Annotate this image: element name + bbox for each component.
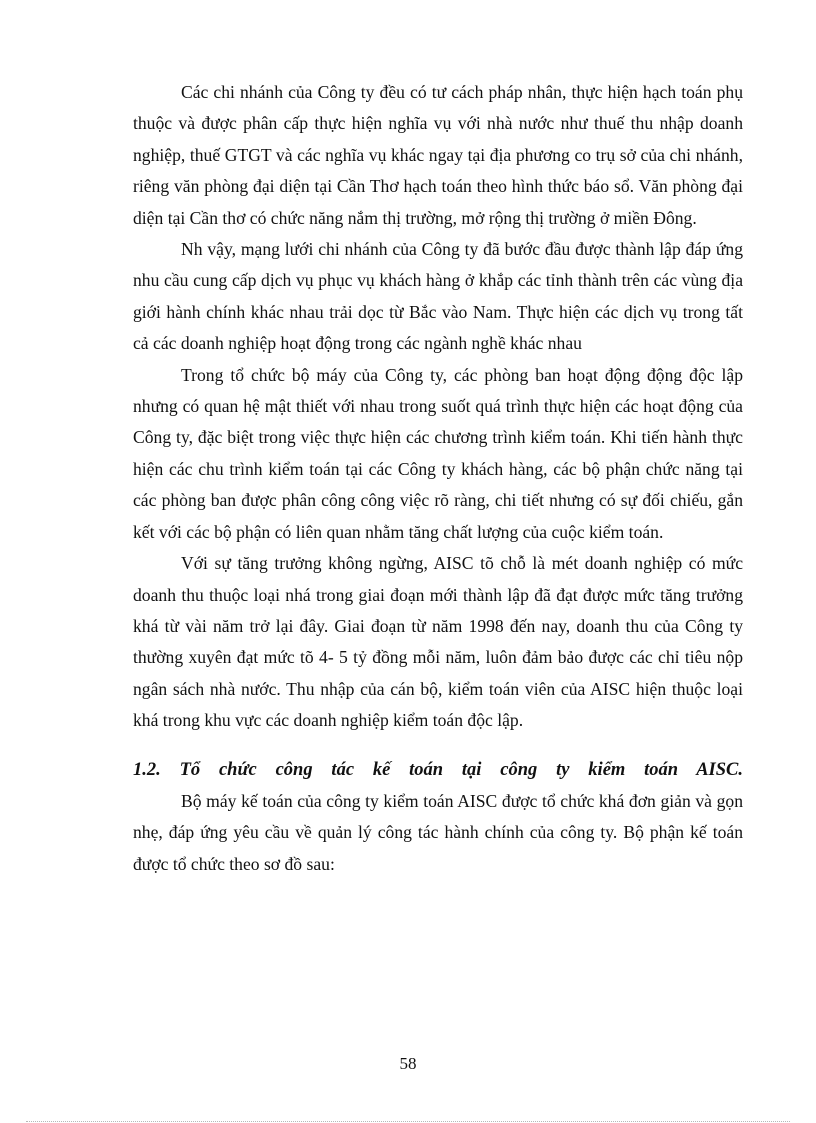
document-body xyxy=(133,77,743,880)
footer-divider xyxy=(26,1121,790,1122)
paragraph-organization: Trong tổ chức bộ máy của Công ty, các phòng ban hoạt động động độc lập nhưng có quan hệ mật thiết với nhau trong suốt quá trình thực hiện các hoạt động của Công ty, đặc biệt trong việc thực hiện các chương trình kiểm toán. Khi tiến hành thực hiện các chu trình kiểm toán tại các Công ty khách hàng, các bộ phận chức năng tại các phòng ban được phân công công việc rõ ràng, chi tiết nhưng có sự đối chiếu, gắn kết với các bộ phận có liên quan nhằm tăng chất lượng của cuộc kiểm toán. xyxy=(133,364,743,542)
paragraph-accounting: Bộ máy kế toán của công ty kiểm toán AISC được tổ chức khá đơn giản và gọn nhẹ, đáp ứng yêu cầu về quản lý công tác hành chính của công ty. Bộ phận kế toán được tổ chức theo sơ đồ sau: xyxy=(133,790,743,874)
page-number: 58 xyxy=(399,1054,417,1073)
paragraph-growth: Với sự tăng trưởng không ngừng, AISC tõ chỗ là mét doanh nghiệp có mức doanh thu thuộc loại nhá trong giai đoạn mới thành lập đã đạt được mức tăng trưởng khá từ vài năm trở lại đây. Giai đoạn từ năm 1998 đến nay, doanh thu của Công ty thường xuyên đạt mức tõ 4- 5 tỷ đồng mỗi năm, luôn đảm bảo được các chỉ tiêu nộp ngân sách nhà nước. Thu nhập của cán bộ, kiểm toán viên của AISC hiện thuộc loại khá trong khu vực các doanh nghiệp kiểm toán độc lập. xyxy=(133,553,743,731)
section-heading: 1.2. Tổ chức công tác kế toán tại công ty kiểm toán AISC. xyxy=(133,759,743,780)
paragraph-network: Nh vậy, mạng lưới chi nhánh của Công ty đã bước đầu được thành lập đáp ứng nhu cầu cung cấp dịch vụ phục vụ khách hàng ở khắp các tỉnh thành trên các vùng địa giới hành chính khác nhau trải dọc từ Bắc vào Nam. Thực hiện các dịch vụ trong tất cả các doanh nghiệp hoạt động trong các ngành nghề khác nhau xyxy=(133,239,743,354)
paragraph-branches: Các chi nhánh của Công ty đều có tư cách pháp nhân, thực hiện hạch toán phụ thuộc và được phân cấp thực hiện nghĩa vụ với nhà nước như thuế thu nhập doanh nghiệp, thuế GTGT và các nghĩa vụ khác ngay tại địa phương co trụ sở của chi nhánh, riêng văn phòng đại diện tại Cần Thơ hạch toán theo hình thức báo sổ. Văn phòng đại diện tại Cần thơ có chức năng nắm thị trường, mở rộng thị trường ở miền Đông. xyxy=(133,82,743,228)
